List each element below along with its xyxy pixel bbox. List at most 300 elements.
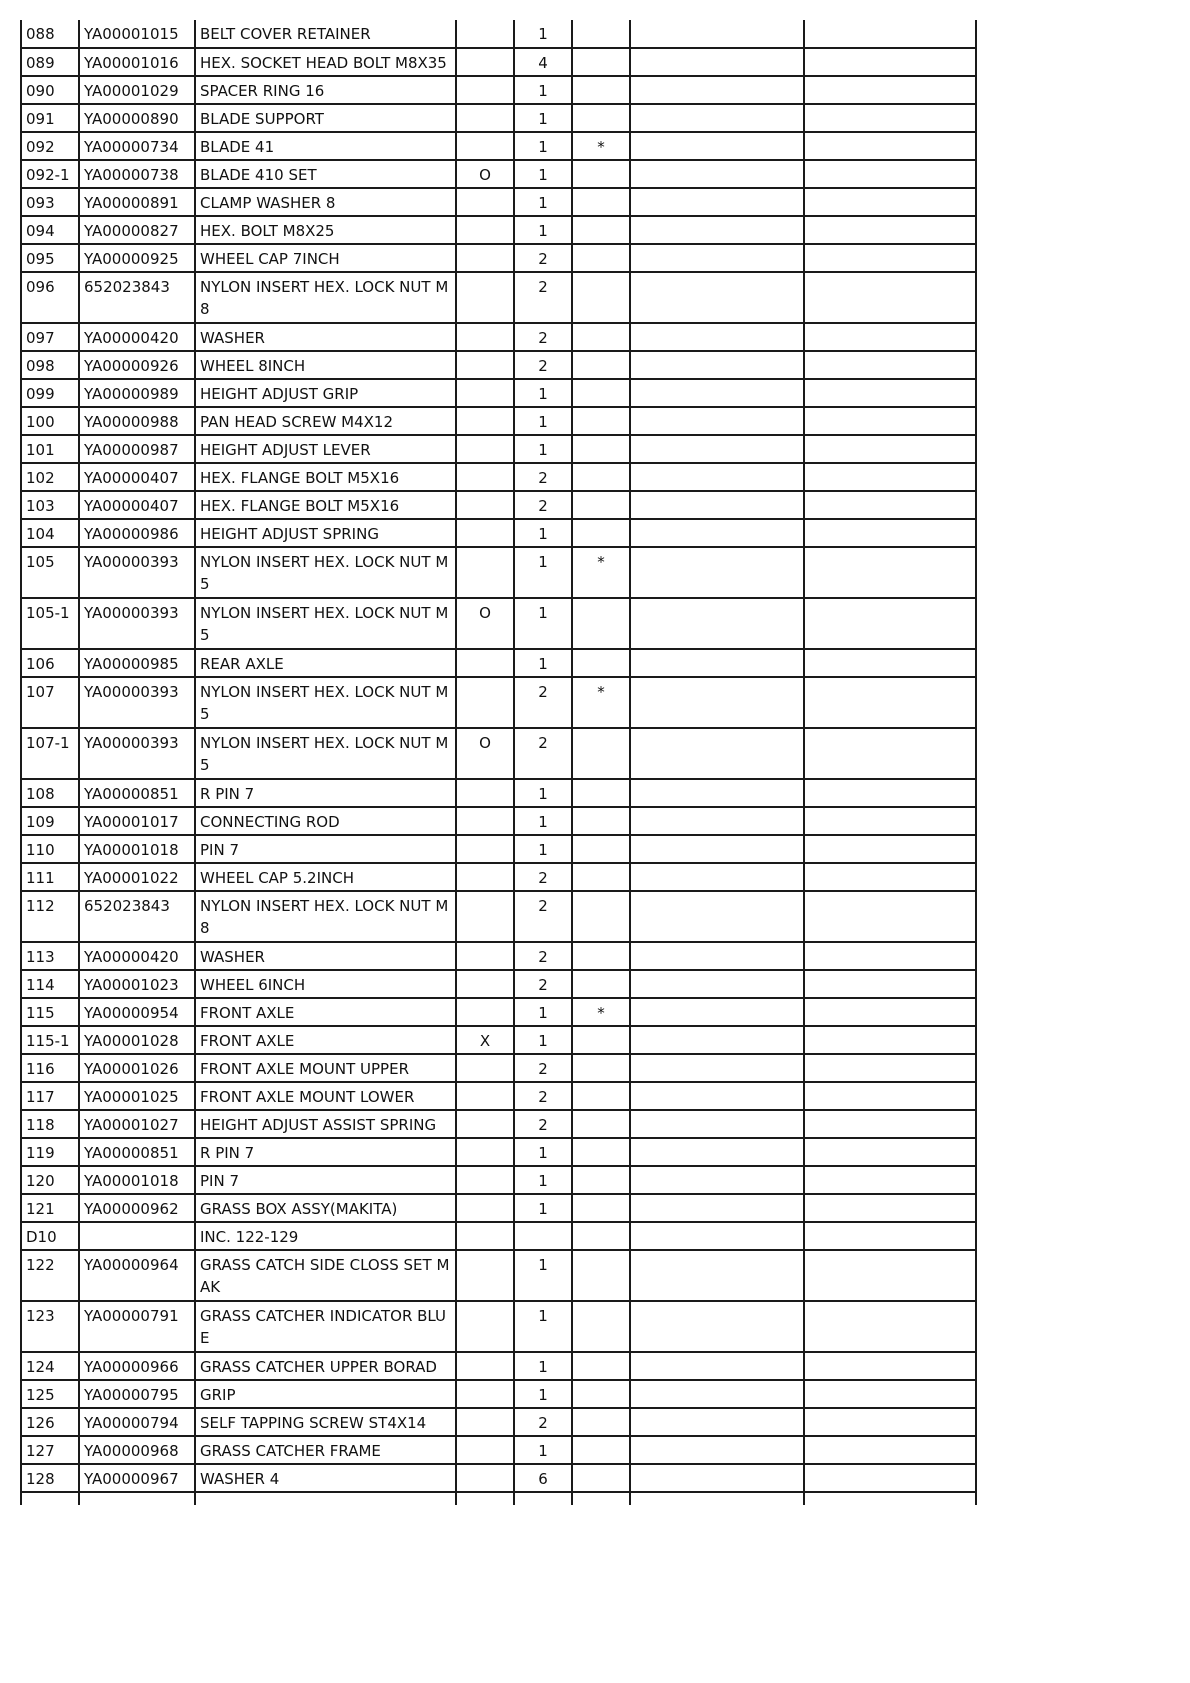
table-row	[21, 1436, 976, 1464]
blank-cell	[630, 970, 804, 998]
part-code-cell: YA00001029	[79, 76, 195, 104]
note-cell	[572, 1408, 630, 1436]
table-row	[21, 435, 976, 463]
table-row	[21, 1194, 976, 1222]
part-number-cell: 099	[21, 379, 79, 407]
blank-cell	[630, 323, 804, 351]
mark-cell	[456, 76, 514, 104]
mark-cell	[456, 1250, 514, 1301]
note-cell	[572, 1222, 630, 1250]
part-number-cell: 111	[21, 863, 79, 891]
note-cell	[572, 76, 630, 104]
mark-cell	[456, 1380, 514, 1408]
quantity-cell: 2	[514, 351, 572, 379]
blank-cell	[630, 1222, 804, 1250]
table-row	[21, 1166, 976, 1194]
quantity-cell: 2	[514, 677, 572, 728]
quantity-cell: 1	[514, 20, 572, 48]
part-number-cell: 100	[21, 407, 79, 435]
part-code-cell: YA00000926	[79, 351, 195, 379]
mark-cell	[456, 779, 514, 807]
table-row	[21, 407, 976, 435]
description-cell: HEX. FLANGE BOLT M5X16	[195, 491, 456, 519]
blank-cell	[804, 779, 976, 807]
table-row	[21, 728, 976, 779]
blank-cell	[630, 1194, 804, 1222]
part-number-cell: 122	[21, 1250, 79, 1301]
quantity-cell: 2	[514, 728, 572, 779]
note-cell	[572, 970, 630, 998]
mark-cell	[456, 463, 514, 491]
blank-cell	[804, 1110, 976, 1138]
mark-cell	[456, 48, 514, 76]
blank-cell	[630, 435, 804, 463]
description-cell: WASHER 4	[195, 1464, 456, 1492]
description-cell: PIN 7	[195, 835, 456, 863]
table-row	[21, 132, 976, 160]
blank-cell	[804, 942, 976, 970]
note-cell	[572, 48, 630, 76]
description-cell: NYLON INSERT HEX. LOCK NUT M5	[195, 728, 456, 779]
description-cell: CLAMP WASHER 8	[195, 188, 456, 216]
description-cell: FRONT AXLE	[195, 998, 456, 1026]
description-cell: GRASS CATCHER UPPER BORAD	[195, 1352, 456, 1380]
description-cell: GRASS CATCHER INDICATOR BLUE	[195, 1301, 456, 1352]
note-cell	[572, 835, 630, 863]
part-code-cell: YA00000988	[79, 407, 195, 435]
blank-cell	[804, 20, 976, 48]
part-code-cell: YA00000407	[79, 463, 195, 491]
table-row	[21, 1380, 976, 1408]
description-cell: HEIGHT ADJUST SPRING	[195, 519, 456, 547]
blank-cell	[804, 48, 976, 76]
blank-cell	[804, 677, 976, 728]
description-cell: WHEEL CAP 5.2INCH	[195, 863, 456, 891]
quantity-cell: 1	[514, 1194, 572, 1222]
blank-cell	[630, 1408, 804, 1436]
quantity-cell: 6	[514, 1464, 572, 1492]
part-number-cell: 125	[21, 1380, 79, 1408]
part-code-cell: YA00001028	[79, 1026, 195, 1054]
description-cell: GRASS CATCHER FRAME	[195, 1436, 456, 1464]
note-cell	[572, 351, 630, 379]
part-code-cell: YA00001022	[79, 863, 195, 891]
part-code-cell: YA00001016	[79, 48, 195, 76]
description-cell: FRONT AXLE MOUNT UPPER	[195, 1054, 456, 1082]
part-code-cell: YA00000734	[79, 132, 195, 160]
mark-cell	[456, 1436, 514, 1464]
table-row	[21, 244, 976, 272]
part-number-cell: 106	[21, 649, 79, 677]
part-number-cell: 104	[21, 519, 79, 547]
blank-cell	[630, 942, 804, 970]
mark-cell	[456, 323, 514, 351]
description-cell: GRIP	[195, 1380, 456, 1408]
table-row	[21, 379, 976, 407]
description-cell: NYLON INSERT HEX. LOCK NUT M5	[195, 677, 456, 728]
mark-cell	[456, 519, 514, 547]
blank-cell	[630, 379, 804, 407]
table-row	[21, 1222, 976, 1250]
part-number-cell: 101	[21, 435, 79, 463]
description-cell: WHEEL 8INCH	[195, 351, 456, 379]
table-row	[21, 1138, 976, 1166]
note-cell	[572, 1250, 630, 1301]
table-row	[21, 1054, 976, 1082]
blank-cell	[804, 435, 976, 463]
quantity-cell: 2	[514, 1408, 572, 1436]
quantity-cell: 1	[514, 1380, 572, 1408]
mark-cell	[456, 970, 514, 998]
part-number-cell: 113	[21, 942, 79, 970]
part-number-cell: 103	[21, 491, 79, 519]
quantity-cell: 1	[514, 132, 572, 160]
part-code-cell: YA00001018	[79, 835, 195, 863]
blank-cell	[630, 76, 804, 104]
quantity-cell: 1	[514, 1250, 572, 1301]
part-code-cell: YA00000968	[79, 1436, 195, 1464]
blank-cell	[804, 491, 976, 519]
blank-cell	[804, 323, 976, 351]
table-row	[21, 519, 976, 547]
blank-cell	[630, 272, 804, 323]
mark-cell	[456, 1054, 514, 1082]
blank-cell	[630, 835, 804, 863]
blank-cell	[630, 677, 804, 728]
mark-cell	[456, 547, 514, 598]
table-row	[21, 942, 976, 970]
quantity-cell: 2	[514, 1082, 572, 1110]
blank-cell	[804, 188, 976, 216]
description-cell: R PIN 7	[195, 1138, 456, 1166]
description-cell: NYLON INSERT HEX. LOCK NUT M8	[195, 891, 456, 942]
part-number-cell: 127	[21, 1436, 79, 1464]
blank-cell	[630, 1352, 804, 1380]
mark-cell	[456, 863, 514, 891]
part-code-cell: YA00000987	[79, 435, 195, 463]
mark-cell	[456, 491, 514, 519]
part-code-cell: YA00000827	[79, 216, 195, 244]
note-cell	[572, 435, 630, 463]
blank-cell	[804, 1054, 976, 1082]
blank-cell	[630, 519, 804, 547]
table-row	[21, 76, 976, 104]
note-cell	[572, 1054, 630, 1082]
part-number-cell: 093	[21, 188, 79, 216]
mark-cell	[456, 188, 514, 216]
blank-cell	[630, 132, 804, 160]
part-code-cell: YA00000966	[79, 1352, 195, 1380]
blank-cell	[630, 1301, 804, 1352]
description-cell: HEIGHT ADJUST ASSIST SPRING	[195, 1110, 456, 1138]
blank-cell	[630, 891, 804, 942]
blank-cell	[804, 1138, 976, 1166]
table-row	[21, 1110, 976, 1138]
part-number-cell: 108	[21, 779, 79, 807]
mark-cell	[456, 1222, 514, 1250]
note-cell	[572, 942, 630, 970]
table-row-cutoff	[21, 1492, 976, 1505]
note-cell	[572, 244, 630, 272]
blank-cell	[630, 728, 804, 779]
quantity-cell: 1	[514, 407, 572, 435]
part-number-cell: 105-1	[21, 598, 79, 649]
parts-table	[20, 20, 977, 1505]
mark-cell	[456, 435, 514, 463]
blank-cell	[804, 598, 976, 649]
table-row	[21, 491, 976, 519]
table-row	[21, 547, 976, 598]
table-row	[21, 998, 976, 1026]
blank-cell	[630, 779, 804, 807]
part-code-cell: YA00000420	[79, 323, 195, 351]
blank-cell	[804, 76, 976, 104]
note-cell	[572, 1352, 630, 1380]
blank-cell	[630, 1380, 804, 1408]
blank-cell	[195, 1492, 456, 1505]
blank-cell	[804, 1352, 976, 1380]
mark-cell	[456, 379, 514, 407]
quantity-cell: 1	[514, 1026, 572, 1054]
part-code-cell: YA00001017	[79, 807, 195, 835]
blank-cell	[804, 407, 976, 435]
part-code-cell: 652023843	[79, 272, 195, 323]
note-cell	[572, 188, 630, 216]
mark-cell	[456, 351, 514, 379]
blank-cell	[630, 244, 804, 272]
blank-cell	[804, 519, 976, 547]
blank-cell	[804, 1250, 976, 1301]
mark-cell	[456, 1301, 514, 1352]
quantity-cell: 2	[514, 244, 572, 272]
description-cell: BLADE 41	[195, 132, 456, 160]
description-cell: PIN 7	[195, 1166, 456, 1194]
part-code-cell: YA00000393	[79, 728, 195, 779]
note-cell	[572, 272, 630, 323]
blank-cell	[21, 1492, 79, 1505]
part-code-cell: YA00000795	[79, 1380, 195, 1408]
table-row	[21, 891, 976, 942]
note-cell	[572, 891, 630, 942]
part-number-cell: 112	[21, 891, 79, 942]
quantity-cell: 1	[514, 188, 572, 216]
blank-cell	[630, 407, 804, 435]
quantity-cell: 1	[514, 649, 572, 677]
blank-cell	[804, 1301, 976, 1352]
quantity-cell: 2	[514, 863, 572, 891]
part-code-cell: YA00000851	[79, 779, 195, 807]
part-code-cell: YA00000964	[79, 1250, 195, 1301]
blank-cell	[804, 547, 976, 598]
blank-cell	[804, 1464, 976, 1492]
quantity-cell: 4	[514, 48, 572, 76]
blank-cell	[630, 1110, 804, 1138]
table-row	[21, 835, 976, 863]
blank-cell	[514, 1492, 572, 1505]
part-code-cell: YA00000791	[79, 1301, 195, 1352]
part-number-cell: 095	[21, 244, 79, 272]
mark-cell	[456, 998, 514, 1026]
part-number-cell: 115-1	[21, 1026, 79, 1054]
table-row	[21, 1464, 976, 1492]
description-cell: WHEEL CAP 7INCH	[195, 244, 456, 272]
parts-table-body	[21, 20, 976, 1505]
mark-cell	[456, 1138, 514, 1166]
blank-cell	[804, 807, 976, 835]
part-number-cell: 123	[21, 1301, 79, 1352]
quantity-cell: 2	[514, 1054, 572, 1082]
part-number-cell: 102	[21, 463, 79, 491]
table-row	[21, 48, 976, 76]
blank-cell	[804, 998, 976, 1026]
blank-cell	[572, 1492, 630, 1505]
part-code-cell: YA00000962	[79, 1194, 195, 1222]
description-cell: INC. 122-129	[195, 1222, 456, 1250]
part-number-cell: 120	[21, 1166, 79, 1194]
part-code-cell: YA00000393	[79, 598, 195, 649]
part-code-cell: YA00001018	[79, 1166, 195, 1194]
part-code-cell	[79, 1222, 195, 1250]
table-row	[21, 463, 976, 491]
part-number-cell: D10	[21, 1222, 79, 1250]
part-number-cell: 097	[21, 323, 79, 351]
mark-cell	[456, 1166, 514, 1194]
table-row	[21, 807, 976, 835]
table-row	[21, 779, 976, 807]
note-cell: *	[572, 998, 630, 1026]
table-row	[21, 1250, 976, 1301]
part-code-cell: YA00001026	[79, 1054, 195, 1082]
quantity-cell: 1	[514, 76, 572, 104]
blank-cell	[804, 132, 976, 160]
note-cell	[572, 1138, 630, 1166]
quantity-cell: 2	[514, 1110, 572, 1138]
part-number-cell: 110	[21, 835, 79, 863]
part-number-cell: 117	[21, 1082, 79, 1110]
mark-cell	[456, 1464, 514, 1492]
blank-cell	[630, 1492, 804, 1505]
part-number-cell: 096	[21, 272, 79, 323]
blank-cell	[804, 1194, 976, 1222]
part-number-cell: 118	[21, 1110, 79, 1138]
part-code-cell: 652023843	[79, 891, 195, 942]
blank-cell	[630, 463, 804, 491]
part-code-cell: YA00000986	[79, 519, 195, 547]
blank-cell	[630, 649, 804, 677]
blank-cell	[804, 835, 976, 863]
note-cell	[572, 491, 630, 519]
table-row	[21, 649, 976, 677]
blank-cell	[79, 1492, 195, 1505]
quantity-cell: 1	[514, 547, 572, 598]
blank-cell	[630, 1054, 804, 1082]
mark-cell	[456, 649, 514, 677]
part-number-cell: 098	[21, 351, 79, 379]
blank-cell	[630, 863, 804, 891]
part-number-cell: 107	[21, 677, 79, 728]
blank-cell	[630, 48, 804, 76]
part-code-cell: YA00000393	[79, 547, 195, 598]
part-number-cell: 107-1	[21, 728, 79, 779]
description-cell: HEIGHT ADJUST GRIP	[195, 379, 456, 407]
blank-cell	[630, 104, 804, 132]
part-code-cell: YA00000393	[79, 677, 195, 728]
note-cell	[572, 649, 630, 677]
mark-cell	[456, 807, 514, 835]
mark-cell	[456, 891, 514, 942]
blank-cell	[804, 1166, 976, 1194]
quantity-cell: 1	[514, 598, 572, 649]
description-cell: WASHER	[195, 942, 456, 970]
description-cell: BLADE SUPPORT	[195, 104, 456, 132]
note-cell: *	[572, 547, 630, 598]
description-cell: GRASS CATCH SIDE CLOSS SET MAK	[195, 1250, 456, 1301]
part-code-cell: YA00000890	[79, 104, 195, 132]
table-row	[21, 216, 976, 244]
blank-cell	[630, 216, 804, 244]
parts-list-page	[20, 20, 977, 1505]
part-number-cell: 114	[21, 970, 79, 998]
blank-cell	[804, 379, 976, 407]
blank-cell	[804, 244, 976, 272]
part-code-cell: YA00001023	[79, 970, 195, 998]
description-cell: SPACER RING 16	[195, 76, 456, 104]
description-cell: CONNECTING ROD	[195, 807, 456, 835]
blank-cell	[630, 351, 804, 379]
note-cell	[572, 463, 630, 491]
mark-cell	[456, 1082, 514, 1110]
note-cell	[572, 1194, 630, 1222]
quantity-cell: 2	[514, 272, 572, 323]
note-cell	[572, 779, 630, 807]
blank-cell	[630, 1082, 804, 1110]
description-cell: FRONT AXLE MOUNT LOWER	[195, 1082, 456, 1110]
mark-cell	[456, 20, 514, 48]
mark-cell	[456, 132, 514, 160]
note-cell	[572, 1436, 630, 1464]
part-number-cell: 109	[21, 807, 79, 835]
blank-cell	[630, 807, 804, 835]
table-row	[21, 1408, 976, 1436]
quantity-cell: 1	[514, 216, 572, 244]
note-cell: *	[572, 677, 630, 728]
quantity-cell: 1	[514, 807, 572, 835]
note-cell	[572, 1380, 630, 1408]
part-code-cell: YA00000851	[79, 1138, 195, 1166]
blank-cell	[630, 1436, 804, 1464]
table-row	[21, 351, 976, 379]
note-cell	[572, 20, 630, 48]
blank-cell	[804, 970, 976, 998]
note-cell	[572, 407, 630, 435]
note-cell	[572, 1464, 630, 1492]
blank-cell	[630, 1138, 804, 1166]
description-cell: R PIN 7	[195, 779, 456, 807]
quantity-cell: 1	[514, 1301, 572, 1352]
part-number-cell: 089	[21, 48, 79, 76]
part-code-cell: YA00000420	[79, 942, 195, 970]
description-cell: HEX. SOCKET HEAD BOLT M8X35	[195, 48, 456, 76]
quantity-cell: 1	[514, 519, 572, 547]
mark-cell	[456, 1352, 514, 1380]
description-cell: PAN HEAD SCREW M4X12	[195, 407, 456, 435]
blank-cell	[630, 188, 804, 216]
blank-cell	[804, 351, 976, 379]
description-cell: HEX. BOLT M8X25	[195, 216, 456, 244]
description-cell: FRONT AXLE	[195, 1026, 456, 1054]
description-cell: BELT COVER RETAINER	[195, 20, 456, 48]
blank-cell	[804, 104, 976, 132]
